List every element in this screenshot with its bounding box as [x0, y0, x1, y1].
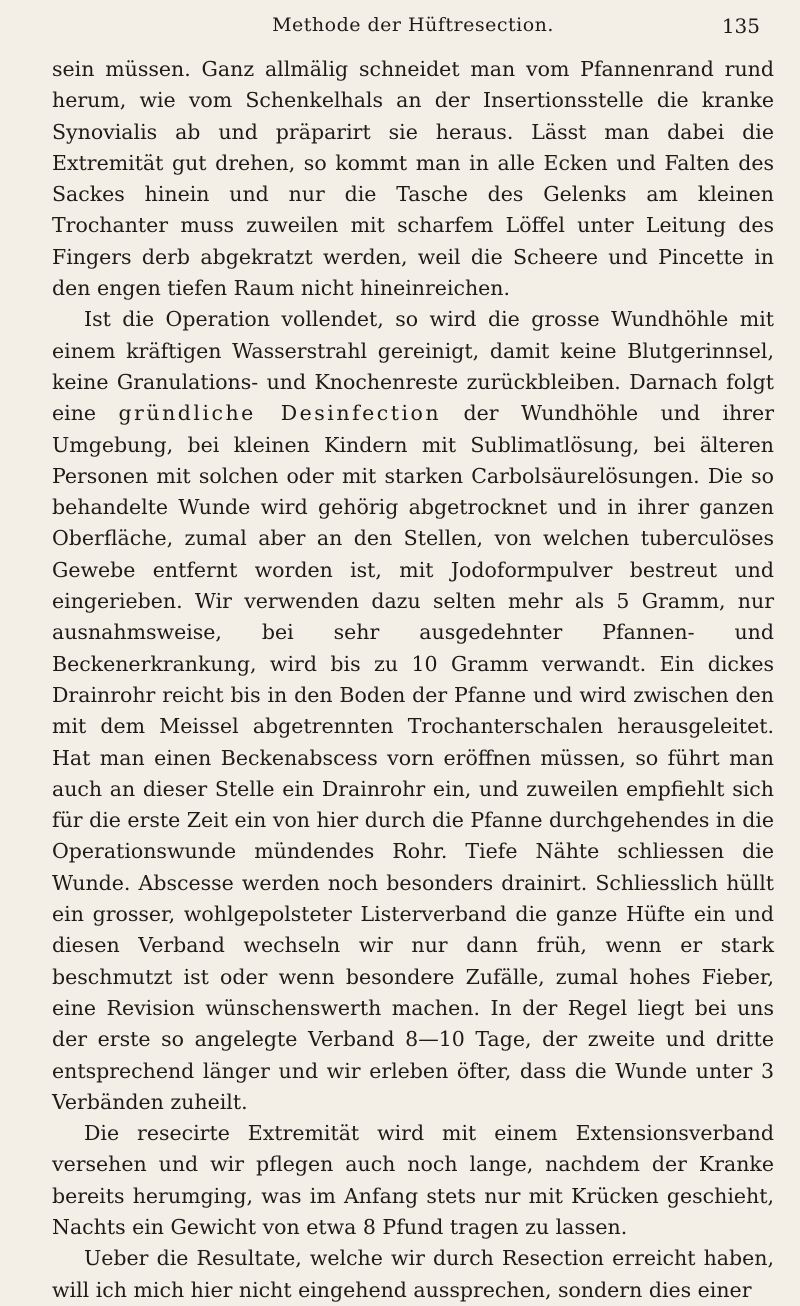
page-number: 135: [721, 14, 760, 38]
running-head: [52, 0, 774, 44]
body-text: [52, 54, 774, 1306]
paragraph-1: sein müssen. Ganz allmälig schneidet man vom Pfannenrand rund herum, wie vom Schenkelhals an der Insertionsstelle die kranke Synovialis ab und präparirt sie heraus. Lässt man dabei die Extremität gut drehen, so kommt man in alle Ecken und Falten des Sackes hinein und nur die Tasche des Gelenks am kleinen Trochanter muss zuweilen mit scharfem Löffel unter Leitung des Fingers derb abgekratzt werden, weil die Scheere und Pincette in den engen tiefen Raum nicht hineinreichen.: [52, 57, 774, 301]
paragraph-3: Die resecirte Extremität wird mit einem Extensionsverband versehen und wir pflegen auch noch lange, nachdem der Kranke bereits herumging, was im Anfang stets nur mit Krücken geschieht, Nachts ein Gewicht von etwa 8 Pfund tragen zu lassen.: [52, 1121, 774, 1239]
paragraph-2-spaced-emphasis: gründliche Desinfection: [118, 401, 442, 426]
running-head-title: Methode der Hüftresection.: [272, 14, 554, 36]
paragraph-4: Ueber die Resultate, welche wir durch Resection erreicht haben, will ich mich hier nicht eingehend aussprechen, sondern dies einer: [52, 1246, 774, 1302]
paragraph-2-text-after: der Wundhöhle und ihrer Umgebung, bei kleinen Kindern mit Sublimatlösung, bei älteren Personen mit solchen oder mit starken Carbolsäurelösungen. Die so behandelte Wunde wird gehörig abgetrocknet und in ihrer ganzen Oberfläche, zumal aber an den Stellen, von welchen tuberculöses Gewebe entfernt worden ist, mit Jodoformpulver bestreut und eingerieben. Wir verwenden dazu selten mehr als 5 Gramm, nur ausnahmsweise, bei sehr ausgedehnter Pfannen- und Beckenerkrankung, wird bis zu 10 Gramm verwandt. Ein dickes Drainrohr reicht bis in den Boden der Pfanne und wird zwischen den mit dem Meissel abgetrennten Trochanterschalen herausgeleitet. Hat man einen Beckenabscess vorn eröffnen müssen, so führt man auch an dieser Stelle ein Drainrohr ein, und zuweilen empfiehlt sich für die erste Zeit ein von hier durch die Pfanne durchgehendes in die Operationswunde mündendes Rohr. Tiefe Nähte schliessen die Wunde. Abscesse werden noch besonders drainirt. Schliesslich hüllt ein grosser, wohlgepolsteter Listerverband die ganze Hüfte ein und diesen Verband wechseln wir nur dann früh, wenn er stark beschmutzt ist oder wenn besondere Zufälle, zumal hohes Fieber, eine Revision wünschenswerth machen. In der Regel liegt bei uns der erste so angelegte Verband 8—10 Tage, der zweite und dritte entsprechend länger und wir erleben öfter, dass die Wunde unter 3 Verbänden zuheilt.: [52, 401, 775, 1114]
paragraph-2-text-before: Ist die Operation vollendet, so wird die grosse Wundhöhle mit einem kräftigen Wasserstrahl gereinigt, damit keine Blutgerinnsel, keine Granulations- und Knochenreste zurückbleiben. Darnach folgt eine: [52, 307, 774, 426]
paragraph-2: [52, 304, 774, 1118]
